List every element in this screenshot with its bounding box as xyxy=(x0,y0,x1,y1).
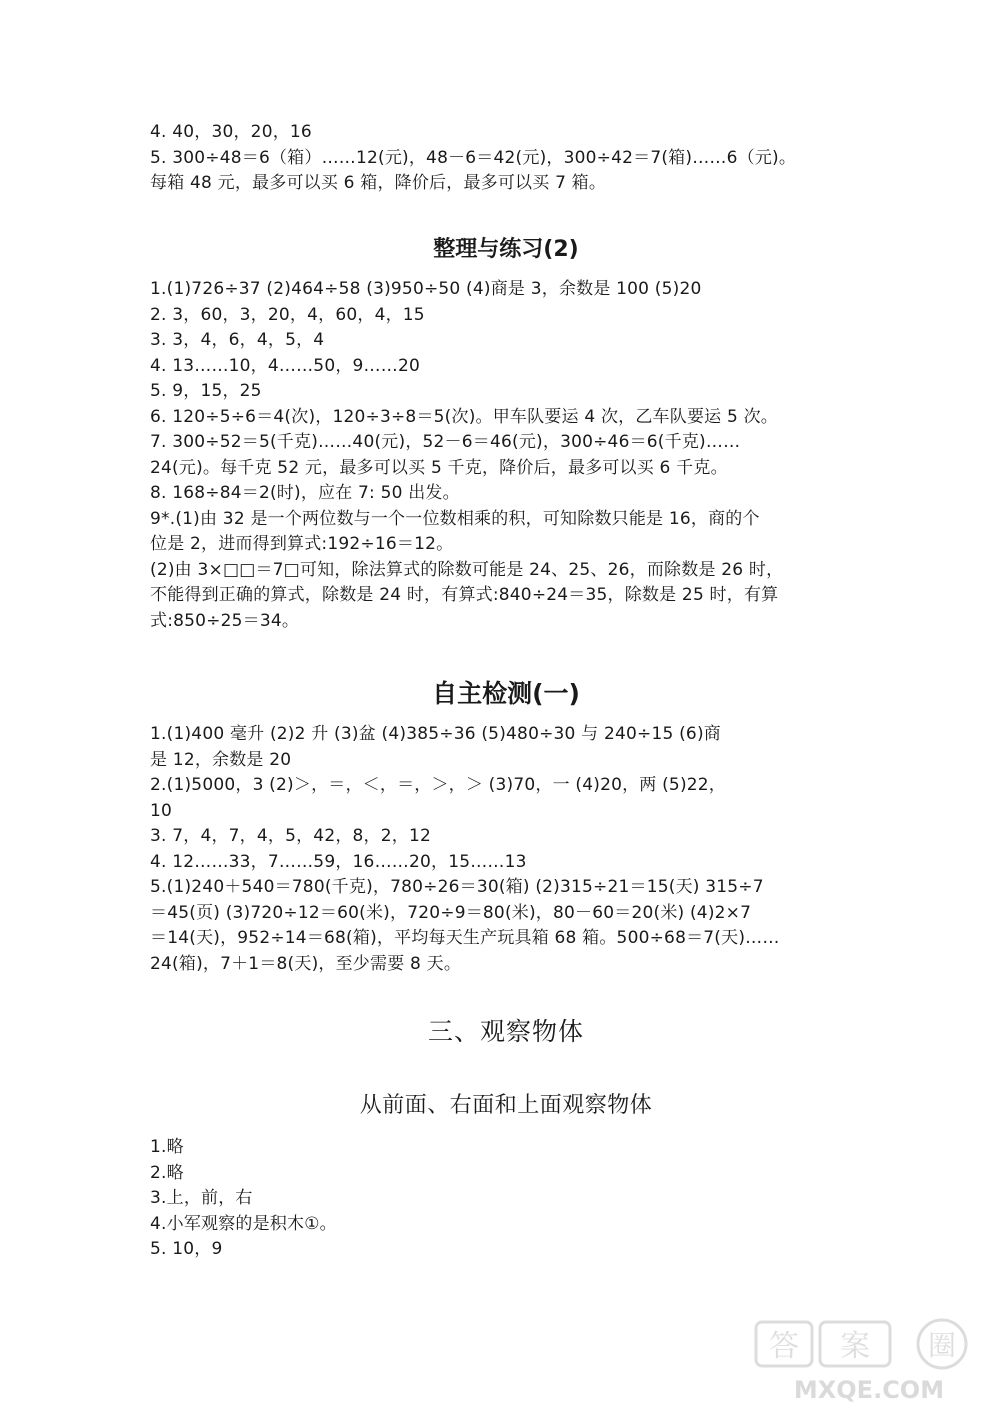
answer-line: 8. 168÷84＝2(时)，应在 7: 50 出发。 xyxy=(150,483,460,503)
answer-line: 1.(1)726÷37 (2)464÷58 (3)950÷50 (4)商是 3，余数是 100 (5)20 xyxy=(150,279,702,299)
answer-line: 5. 9，15，25 xyxy=(150,381,262,401)
answer-line: 4. 13……10，4……50，9……20 xyxy=(150,355,420,376)
answer-line: 2.(1)5000，3 (2)＞，＝，＜，＝，＞，＞ (3)70，一 (4)20，两 (5)22， xyxy=(150,775,727,795)
answer-line: 24(元)。每千克 52 元，最多可以买 5 千克，降价后，最多可以买 6 千克。 xyxy=(150,457,728,478)
answer-line: 2. 3，60，3，20，4，60，4，15 xyxy=(150,304,425,325)
answer-line: 4. 12……33，7……59，16……20，15……13 xyxy=(150,851,527,872)
answer-line: 位是 2，进而得到算式:192÷16＝12。 xyxy=(150,534,454,554)
answer-line: 每箱 48 元，最多可以买 6 箱，降价后，最多可以买 7 箱。 xyxy=(150,173,607,193)
answer-line: ＝45(页) (3)720÷12＝60(米)，720÷9＝80(米)，80－60＝20(米) (4)2×7 xyxy=(150,902,752,923)
answer-line: 2.略 xyxy=(150,1162,184,1183)
answer-line: 4.小军观察的是积木①。 xyxy=(150,1213,337,1234)
answer-line: 7. 300÷52＝5(千克)……40(元)，52－6＝46(元)，300÷46＝6(千克)…… xyxy=(150,432,741,452)
answer-line: 5. 10，9 xyxy=(150,1239,223,1259)
svg-text:答: 答 xyxy=(769,1329,799,1364)
answer-line: 式:850÷25＝34。 xyxy=(150,610,300,631)
answer-line: ＝14(天)，952÷14＝68(箱)，平均每天生产玩具箱 68 箱。500÷68＝7(天)…… xyxy=(150,928,780,948)
answer-line: 3. 3，4，6，4，5，4 xyxy=(150,330,325,350)
watermark-site: MXQE.COM xyxy=(793,1376,945,1404)
answer-line: 9*.(1)由 32 是一个两位数与一个一位数相乘的积，可知除数只能是 16，商的个 xyxy=(150,508,760,529)
svg-text:案: 案 xyxy=(840,1329,870,1364)
section-title-observe: 从前面、右面和上面观察物体 xyxy=(359,1093,653,1118)
answer-line: (2)由 3×□□＝7□可知，除法算式的除数可能是 24、25、26，而除数是 26 时， xyxy=(150,559,784,580)
answer-line: 是 12，余数是 20 xyxy=(150,749,292,770)
answer-line: 6. 120÷5÷6＝4(次)，120÷3÷8＝5(次)。甲车队要运 4 次，乙车队要运 5 次。 xyxy=(150,406,778,427)
self-test-1-answers xyxy=(150,722,862,977)
answer-line: 3. 7，4，7，4，5，42，8，2，12 xyxy=(150,826,431,846)
answer-line: 1.略 xyxy=(150,1137,184,1157)
review-2-answers xyxy=(150,277,862,634)
section-title-review-2: 整理与练习(2) xyxy=(433,237,579,262)
answer-line: 5.(1)240＋540＝780(千克)，780÷26＝30(箱) (2)315÷21＝15(天) 315÷7 xyxy=(150,877,764,897)
svg-text:圈: 圈 xyxy=(927,1329,957,1362)
answer-line: 1.(1)400 毫升 (2)2 升 (3)盆 (4)385÷36 (5)480÷30 与 240÷15 (6)商 xyxy=(150,724,721,744)
section-title-self-test-1: 自主检测(一) xyxy=(432,679,580,708)
answer-line: 3.上，前，右 xyxy=(150,1188,253,1208)
answer-line: 24(箱)，7＋1＝8(天)，至少需要 8 天。 xyxy=(150,953,462,974)
observe-answers xyxy=(150,1135,862,1263)
top-answers xyxy=(150,120,862,197)
watermark-logo xyxy=(752,1318,986,1404)
chapter-title: 三、观察物体 xyxy=(427,1017,584,1046)
answer-line: 4. 40，30，20，16 xyxy=(150,122,312,142)
answer-line: 10 xyxy=(150,800,173,821)
answer-line: 5. 300÷48＝6（箱）……12(元)，48－6＝42(元)，300÷42＝7(箱)……6（元)。 xyxy=(150,147,797,168)
answer-line: 不能得到正确的算式，除数是 24 时，有算式:840÷24＝35，除数是 25 时，有算 xyxy=(150,585,779,605)
